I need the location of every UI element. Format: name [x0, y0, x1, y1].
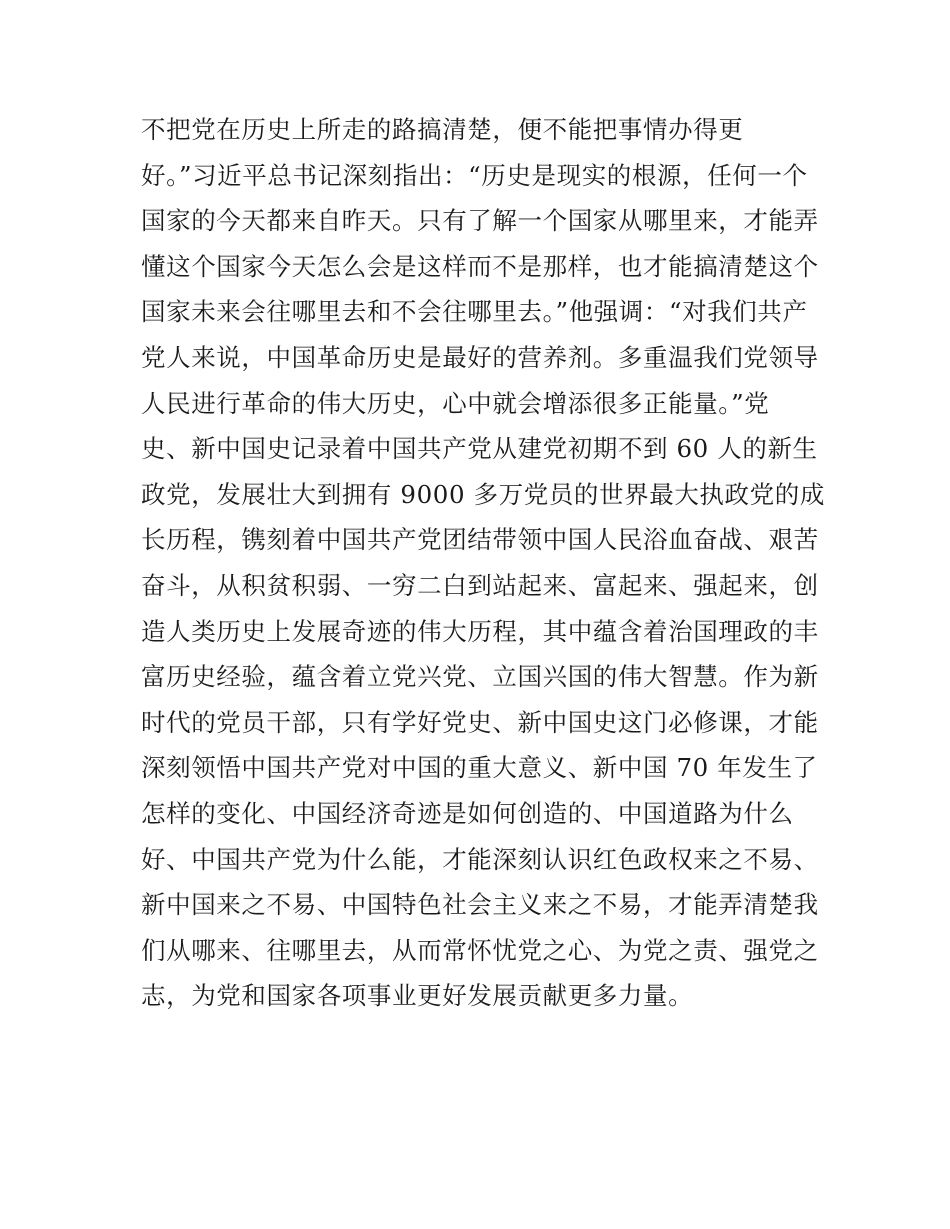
- text-line: 志，为党和国家各项事业更好发展贡献更多力量。: [141, 981, 694, 1011]
- text-line: 人民进行革命的伟大历史，心中就会增添很多正能量。”党: [141, 388, 770, 418]
- text-line: 怎样的变化、中国经济奇迹是如何创造的、中国道路为什么: [141, 798, 794, 828]
- text-line: 不把党在历史上所走的路搞清楚，便不能把事情办得更: [141, 115, 744, 144]
- text-line: 国家的今天都来自昨天。只有了解一个国家从哪里来，才能弄: [141, 206, 819, 236]
- text-line: 好。”习近平总书记深刻指出：“历史是现实的根源，任何一个: [141, 160, 808, 190]
- text-line: 时代的党员干部，只有学好党史、新中国史这门必修课，才能: [141, 707, 819, 737]
- text-line: 党人来说，中国革命历史是最好的营养剂。多重温我们党领导: [141, 342, 819, 372]
- text-line: 奋斗，从积贫积弱、一穷二白到站起来、富起来、强起来，创: [141, 570, 819, 600]
- text-line: 政党，发展壮大到拥有 9000 多万党员的世界最大执政党的成: [141, 479, 825, 509]
- text-line: 新中国来之不易、中国特色社会主义来之不易，才能弄清楚我: [141, 890, 819, 920]
- text-line: 懂这个国家今天怎么会是这样而不是那样，也才能搞清楚这个: [141, 251, 819, 281]
- text-line: 造人类历史上发展奇迹的伟大历程，其中蕴含着治国理政的丰: [141, 616, 819, 646]
- text-line: 长历程，镌刻着中国共产党团结带领中国人民浴血奋战、艰苦: [141, 525, 819, 555]
- text-line: 国家未来会往哪里去和不会往哪里去。”他强调：“对我们共产: [141, 297, 808, 327]
- text-line: 深刻领悟中国共产党对中国的重大意义、新中国 70 年发生了: [141, 753, 818, 783]
- text-line: 富历史经验，蕴含着立党兴党、立国兴国的伟大智慧。作为新: [141, 662, 819, 692]
- text-line: 史、新中国史记录着中国共产党从建党初期不到 60 人的新生: [141, 434, 818, 464]
- text-line: 好、中国共产党为什么能，才能深刻认识红色政权来之不易、: [141, 844, 819, 874]
- text-line: 们从哪来、往哪里去，从而常怀忧党之心、为党之责、强党之: [141, 935, 819, 965]
- body-paragraph: [141, 107, 825, 1019]
